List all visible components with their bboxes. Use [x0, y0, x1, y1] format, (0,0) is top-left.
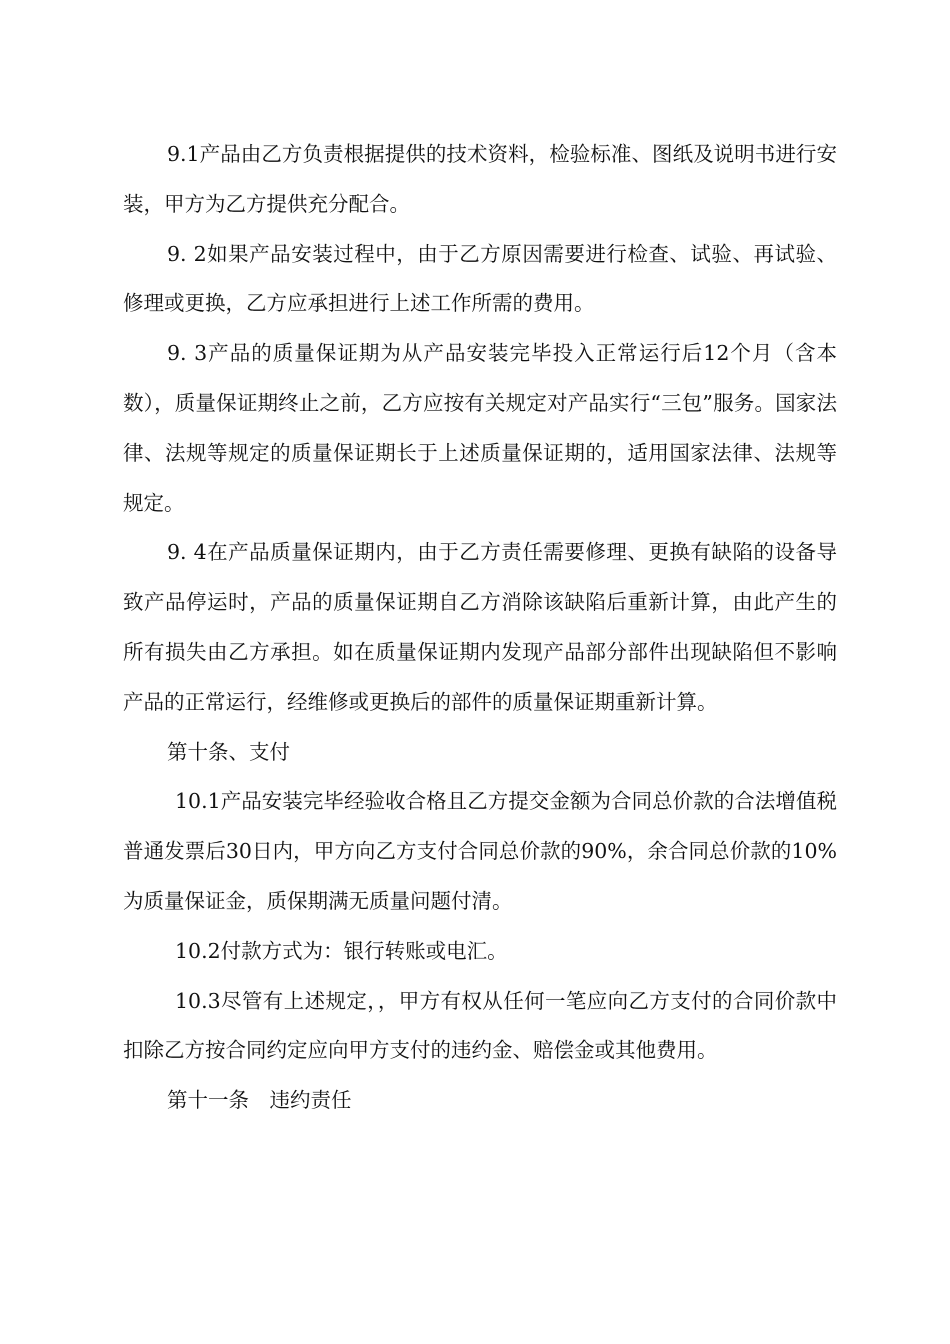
clause-9-2: 9. 2如果产品安装过程中，由于乙方原因需要进行检查、试验、再试验、修理或更换，乙方应承担进行上述工作所需的费用。 [123, 241, 837, 316]
clause-9-4: 9. 4在产品质量保证期内，由于乙方责任需要修理、更换有缺陷的设备导致产品停运时，产品的质量保证期自乙方消除该缺陷后重新计算，由此产生的所有损失由乙方承担。如在质量保证期内发现产品部分部件出现缺陷但不影响产品的正常运行，经维修或更换后的部件的质量保证期重新计算。 [123, 540, 837, 714]
clause-10-1: 10.1产品安装完毕经验收合格且乙方提交金额为合同总价款的合法增值税普通发票后30日内，甲方向乙方支付合同总价款的90%，余合同总价款的10%为质量保证金，质保期满无质量问题付清。 [123, 789, 837, 913]
article-10-heading: 第十条、支付 [167, 739, 290, 764]
clause-9-3: 9. 3产品的质量保证期为从产品安装完毕投入正常运行后12个月（含本数），质量保证期终止之前，乙方应按有关规定对产品实行“三包”服务。国家法律、法规等规定的质量保证期长于上述质量保证期的，适用国家法律、法规等规定。 [123, 341, 837, 515]
article-11-heading: 第十一条 违约责任 [167, 1088, 352, 1113]
document-body [123, 130, 837, 1126]
clause-10-3: 10.3尽管有上述规定，，甲方有权从任何一笔应向乙方支付的合同价款中扣除乙方按合同约定应向甲方支付的违约金、赔偿金或其他费用。 [123, 988, 837, 1063]
clause-9-1: 9.1产品由乙方负责根据提供的技术资料，检验标准、图纸及说明书进行安装，甲方为乙方提供充分配合。 [123, 142, 837, 216]
clause-10-2: 10.2付款方式为：银行转账或电汇。 [175, 938, 508, 963]
